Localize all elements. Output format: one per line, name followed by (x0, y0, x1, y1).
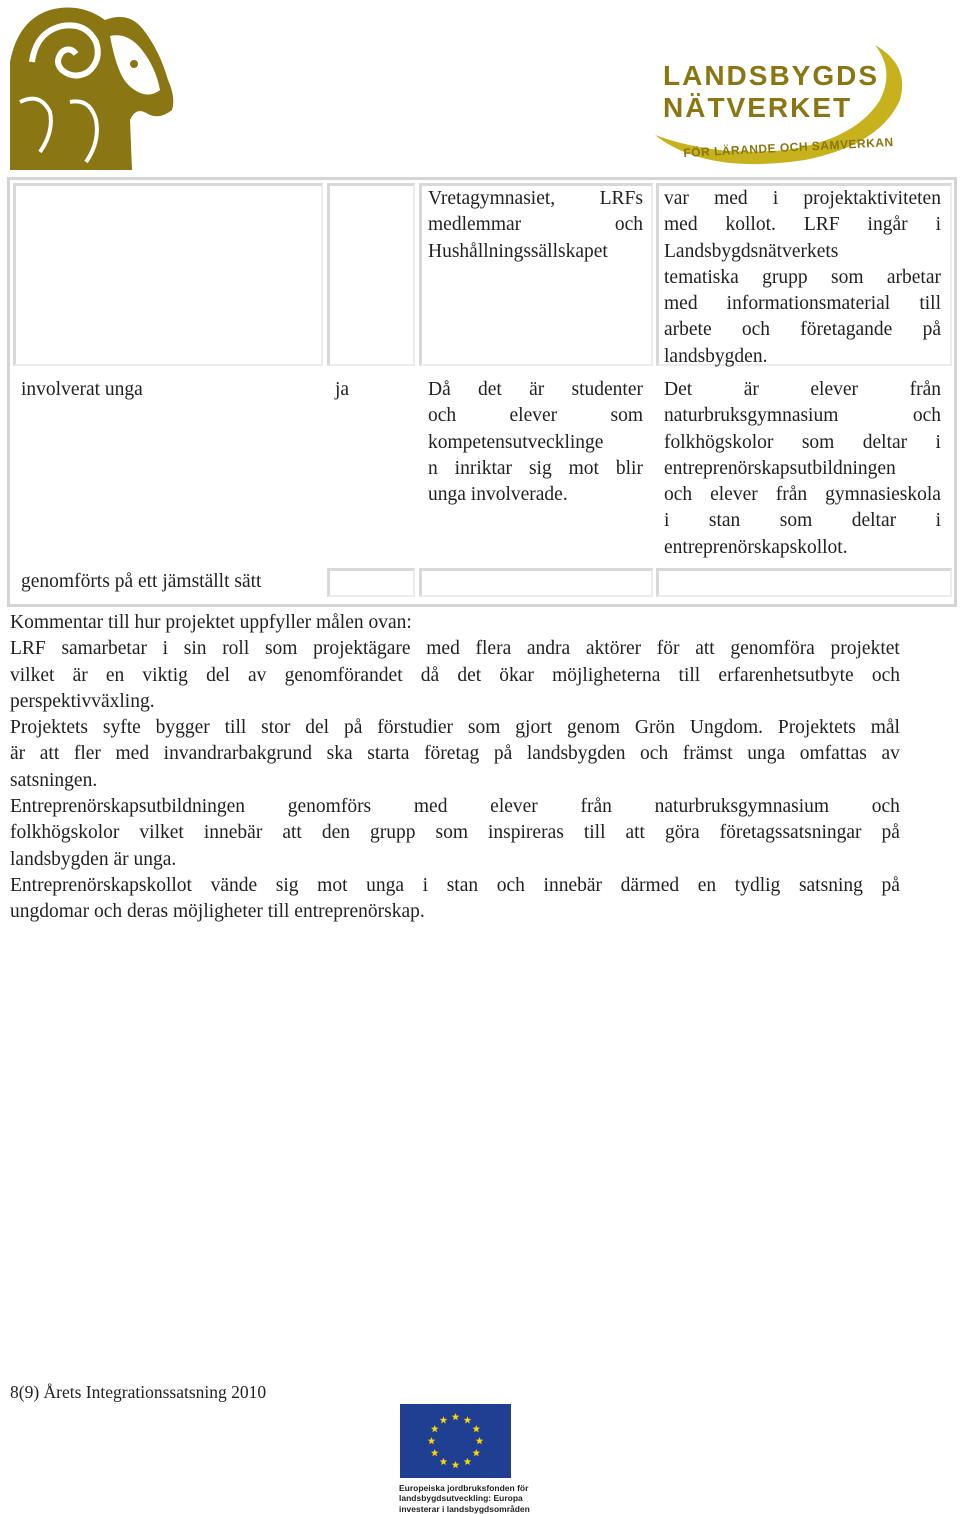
text-word: genom (566, 717, 621, 739)
text-word: Det (664, 379, 693, 400)
table-cell (327, 568, 415, 597)
text-word: Projektets (10, 717, 88, 739)
text-word: projektaktiviteten (803, 188, 941, 209)
text-word: n (428, 457, 438, 479)
text-word: i (935, 214, 941, 236)
text-word: stan (708, 510, 741, 532)
text-word: deltar (862, 431, 908, 453)
text-word: som (610, 405, 643, 427)
text-word: satsning (798, 874, 863, 896)
text-word: företag (424, 743, 480, 765)
text-word: företagande (800, 319, 893, 341)
text-word: mot (568, 457, 599, 479)
comment-heading: Kommentar till hur projektet uppfyller målen ovan: (10, 612, 412, 633)
text-word: genomförs (287, 796, 372, 818)
text-word: med (664, 293, 698, 315)
text-word: med (115, 743, 150, 765)
text-line (10, 663, 900, 689)
text-word: i (772, 188, 779, 209)
row2-explanation-text (428, 377, 643, 508)
text-word: Projektets (777, 717, 856, 739)
text-line (10, 820, 900, 846)
text-word: elever (509, 405, 558, 427)
text-word: mål (870, 717, 900, 739)
text-word: unga (747, 743, 786, 765)
text-line (664, 291, 941, 317)
text-word: roll (222, 638, 250, 660)
text-word: företagssatsningar (719, 822, 862, 844)
text-line (664, 212, 941, 238)
text-line: landsbygden är unga. (10, 848, 177, 870)
text-word: är (529, 379, 545, 400)
text-line (428, 403, 643, 429)
row3-label: genomförts på ett jämställt sätt (21, 571, 262, 592)
row2-label: involverat unga (21, 379, 143, 400)
text-word: att (39, 743, 60, 765)
text-word: Ungdom. (689, 717, 763, 739)
text-line (10, 715, 900, 741)
text-word: LRF (803, 214, 840, 236)
text-word: folkhögskolor (10, 822, 120, 844)
text-word: Grön (634, 717, 675, 739)
page-footer-text: 8(9) Årets Integrationssatsning 2010 (10, 1382, 267, 1402)
text-word: aktörer (585, 638, 642, 660)
text-word: är (743, 379, 759, 400)
text-word: och (741, 319, 771, 341)
text-word: göra (664, 822, 700, 844)
text-word: till (678, 664, 701, 686)
text-word: är (10, 743, 26, 765)
text-word: och (496, 874, 525, 896)
text-line: kompetensutvecklinge (428, 431, 604, 453)
row2-participants-text (664, 377, 941, 561)
text-word: och (871, 796, 900, 818)
text-line (664, 265, 941, 291)
text-word: från (775, 484, 808, 506)
text-word: vilket (139, 822, 184, 844)
text-line (428, 212, 643, 238)
text-word: med (413, 796, 448, 818)
text-word: och (428, 405, 457, 427)
text-line: landsbygdsutveckling: Europa (399, 1493, 523, 1504)
text-word: genomföra (730, 638, 815, 660)
text-word: från (580, 796, 612, 818)
text-word: av (881, 743, 900, 765)
logo-title-line2: NÄTVERKET (663, 92, 853, 123)
text-word: erfarenhetsutbyte (718, 664, 854, 686)
text-word: informationsmaterial (726, 293, 891, 315)
text-word: var (664, 188, 689, 209)
text-word: från (909, 379, 941, 400)
text-word: omfattas (799, 743, 867, 765)
text-word: då (420, 664, 440, 686)
text-word: och (640, 743, 669, 765)
text-line (10, 636, 900, 662)
text-line (10, 794, 900, 820)
text-word: på (922, 319, 941, 341)
goals-table (7, 177, 957, 607)
text-word: samarbetar (61, 638, 147, 660)
text-line: entreprenörskapskollot. (664, 536, 848, 558)
text-word: stor (261, 717, 291, 739)
text-line: ungdomar och deras möjligheter till entreprenörskap. (10, 901, 425, 923)
text-word: på (881, 822, 900, 844)
text-word: kollot. (725, 214, 776, 236)
text-word: möjligheterna (552, 664, 661, 686)
eu-caption (399, 1483, 530, 1514)
text-word: sig (275, 874, 299, 896)
text-word: naturbruksgymnasium (664, 405, 839, 427)
text-word: projektägare (313, 638, 411, 660)
text-word: i (664, 510, 670, 532)
text-word: sin (183, 638, 207, 660)
text-line: perspektivväxling. (10, 690, 155, 712)
text-word: starta (367, 743, 410, 765)
text-word: som (779, 510, 813, 532)
text-word: arbetar (886, 266, 941, 288)
text-word: och (871, 664, 900, 686)
text-word: landsbygden (526, 743, 626, 765)
text-word: är (72, 664, 88, 686)
text-word: genomförandet (284, 664, 403, 686)
text-word: inriktar (454, 457, 513, 479)
text-word: LRFs (599, 188, 643, 209)
text-line (664, 482, 941, 508)
text-word: viktig (142, 664, 188, 686)
text-word: som (435, 822, 468, 844)
text-word: innebär (203, 822, 263, 844)
text-word: elever (490, 796, 538, 818)
text-word: förstudier (377, 717, 454, 739)
text-line (664, 430, 941, 456)
text-line (428, 186, 643, 212)
text-word: det (457, 664, 482, 686)
text-word: på (493, 743, 513, 765)
text-line (664, 186, 941, 212)
text-word: som (264, 638, 298, 660)
text-word: ska (326, 743, 353, 765)
text-word: som (467, 717, 501, 739)
text-line: entreprenörskapsutbildningen (664, 457, 896, 479)
text-word: vände (210, 874, 258, 896)
text-word: det (478, 379, 502, 400)
text-word: syfte (102, 717, 141, 739)
text-word: som (801, 431, 835, 453)
text-word: på (343, 717, 363, 739)
text-line (428, 456, 643, 482)
text-line (428, 377, 643, 403)
text-word: en (105, 664, 125, 686)
text-word: Entreprenörskapsutbildningen (10, 796, 246, 818)
text-word: att (625, 822, 645, 844)
text-word: till (919, 293, 941, 315)
text-word: för (656, 638, 680, 660)
text-line: Europeiska jordbruksfonden för (399, 1483, 529, 1493)
text-word: att (282, 822, 302, 844)
text-word: och (614, 214, 643, 236)
logo-title-line1: LANDSBYGDS (663, 60, 880, 91)
text-word: på (881, 874, 900, 896)
text-word: naturbruksgymnasium (654, 796, 830, 818)
text-word: elever (810, 379, 859, 400)
text-word: och (912, 405, 941, 427)
text-word: med (714, 188, 748, 209)
text-line: satsningen. (10, 769, 98, 791)
text-word: till (583, 822, 606, 844)
text-line: Landsbygdsnätverkets (664, 240, 839, 262)
text-word: blir (615, 457, 643, 479)
text-word: och (664, 484, 693, 506)
text-line (664, 508, 941, 534)
text-word: med (664, 214, 698, 236)
text-word: elever (710, 484, 758, 506)
text-word: del (305, 717, 330, 739)
text-word: en (697, 874, 717, 896)
text-word: att (695, 638, 715, 660)
eu-flag-icon (400, 1404, 511, 1478)
text-word: i (162, 638, 169, 660)
text-word: tydlig (734, 874, 781, 896)
text-word: sig (528, 457, 552, 479)
text-word: gjort (515, 717, 553, 739)
comment-section (10, 610, 900, 926)
text-line (664, 377, 941, 403)
text-word: innebär (543, 874, 603, 896)
text-word: bygger (155, 717, 210, 739)
text-word: flera (475, 638, 512, 660)
text-line (10, 741, 900, 767)
text-word: stan (446, 874, 479, 896)
text-word: grupp (762, 266, 808, 288)
text-word: av (248, 664, 267, 686)
text-word: i (422, 874, 429, 896)
text-word: arbete (664, 319, 712, 341)
ram-logo-icon (10, 2, 178, 170)
text-word: projektet (830, 638, 900, 660)
text-word: fler (73, 743, 101, 765)
text-word: unga (366, 874, 405, 896)
text-word: LRF (10, 638, 46, 660)
text-word: till (224, 717, 247, 739)
text-word: tematiska (664, 266, 739, 288)
text-word: i (935, 510, 941, 532)
text-word: medlemmar (428, 214, 522, 236)
row2-answer: ja (335, 379, 350, 400)
text-word: vilket (10, 664, 55, 686)
table-cell (327, 183, 415, 366)
row1-activity-text (664, 186, 941, 370)
text-word: folkhögskolor (664, 431, 774, 453)
text-word: grupp (369, 822, 416, 844)
text-word: mot (317, 874, 348, 896)
text-word: den (321, 822, 350, 844)
text-word: därmed (620, 874, 680, 896)
row1-partners-text (428, 186, 643, 265)
text-word: del (206, 664, 230, 686)
table-cell (419, 568, 653, 597)
text-line (664, 317, 941, 343)
text-line: Hushållningssällskapet (428, 240, 608, 262)
text-word: Vretagymnasiet, (428, 188, 556, 209)
text-word: gymnasieskola (825, 484, 941, 506)
text-word: i (935, 431, 941, 453)
text-word: invandrarbakgrund (163, 743, 313, 765)
text-word: Då (428, 379, 451, 400)
text-line: landsbygden. (664, 345, 768, 367)
text-word: deltar (851, 510, 897, 532)
text-word: inspireras (488, 822, 564, 844)
text-word: ingår (867, 214, 908, 236)
text-line (664, 403, 941, 429)
text-word: andra (526, 638, 571, 660)
text-word: som (830, 266, 864, 288)
text-word: främst (682, 743, 733, 765)
text-word: ökar (499, 664, 534, 686)
text-word: Entreprenörskapskollot (10, 874, 192, 896)
text-word: med (426, 638, 460, 660)
text-line: investerar i landsbygdsområden (399, 1503, 530, 1514)
table-cell (656, 568, 952, 597)
table-cell (13, 183, 323, 366)
logo-tagline: FÖR LÄRANDE OCH SAMVERKAN (683, 134, 894, 160)
text-word: studenter (571, 379, 643, 400)
text-line: unga involverade. (428, 484, 568, 506)
text-line (10, 873, 900, 899)
